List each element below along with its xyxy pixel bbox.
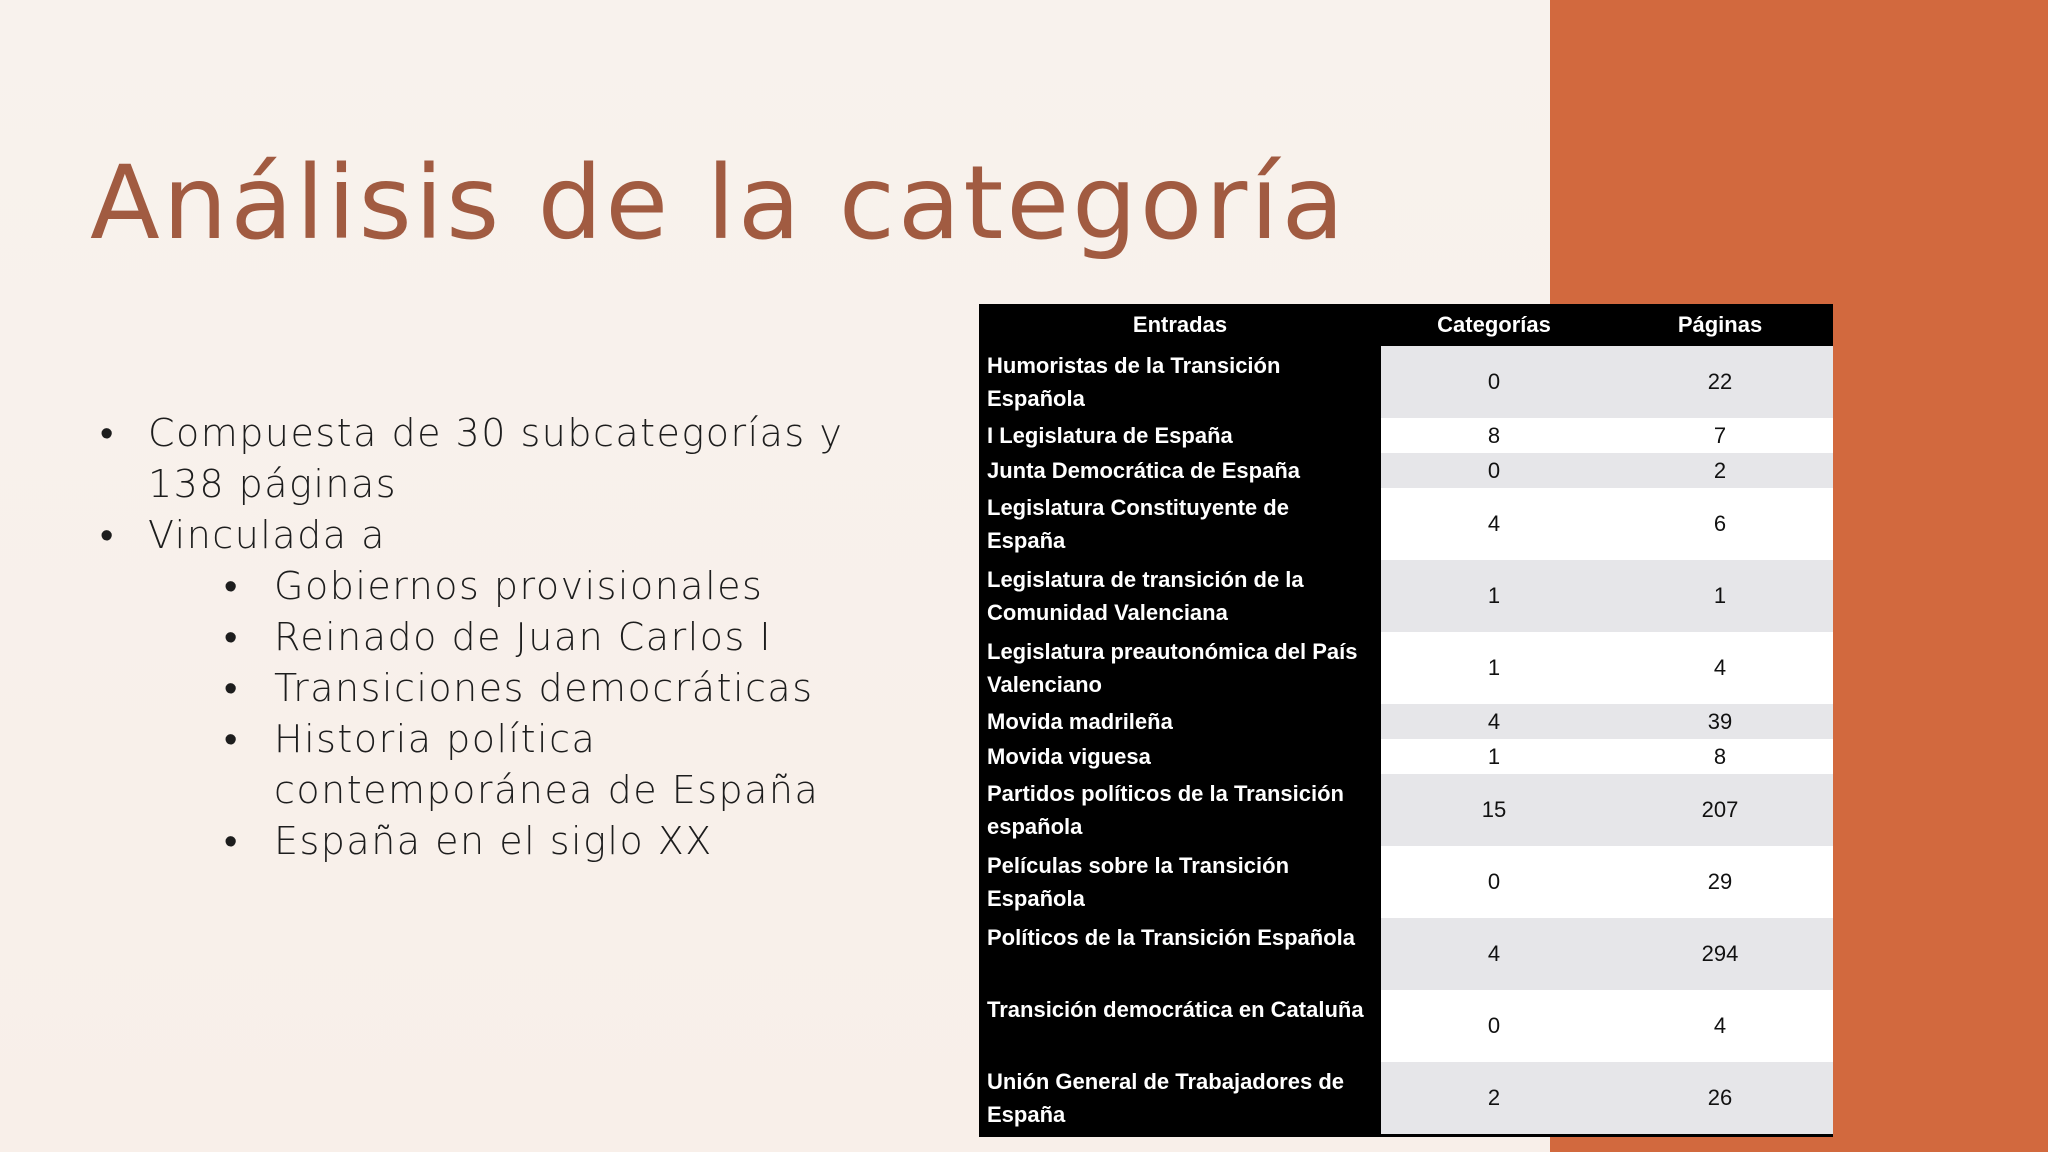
cell-entry: Legislatura Constituyente de España xyxy=(979,488,1381,560)
cell-paginas: 1 xyxy=(1607,560,1833,632)
cell-paginas: 4 xyxy=(1607,990,1833,1062)
cell-categorias: 1 xyxy=(1381,739,1607,774)
table-row xyxy=(979,1062,1833,1136)
cell-entry: Partidos políticos de la Transición española xyxy=(979,774,1381,846)
cell-categorias: 2 xyxy=(1381,1062,1607,1136)
table-row xyxy=(979,990,1833,1062)
cell-paginas: 26 xyxy=(1607,1062,1833,1136)
sub-bullet-item: • Historia política contemporánea de España xyxy=(224,714,920,816)
cell-entry: Humoristas de la Transición Española xyxy=(979,346,1381,418)
cell-paginas: 39 xyxy=(1607,704,1833,739)
table-row xyxy=(979,488,1833,560)
cell-categorias: 1 xyxy=(1381,560,1607,632)
cell-paginas: 29 xyxy=(1607,846,1833,918)
cell-paginas: 7 xyxy=(1607,418,1833,453)
cell-categorias: 0 xyxy=(1381,453,1607,488)
table-row xyxy=(979,774,1833,846)
cell-paginas: 8 xyxy=(1607,739,1833,774)
cell-categorias: 4 xyxy=(1381,918,1607,990)
bullet-list xyxy=(100,408,920,867)
bullet-item-label: Vinculada a xyxy=(148,513,386,557)
data-table-container xyxy=(979,304,1833,1137)
header-paginas: Páginas xyxy=(1607,304,1833,346)
bullet-item xyxy=(100,510,920,867)
header-entradas: Entradas xyxy=(979,304,1381,346)
table-row xyxy=(979,704,1833,739)
table-row xyxy=(979,560,1833,632)
cell-categorias: 4 xyxy=(1381,704,1607,739)
table-row xyxy=(979,418,1833,453)
cell-categorias: 1 xyxy=(1381,632,1607,704)
cell-entry: Unión General de Trabajadores de España xyxy=(979,1062,1381,1136)
cell-paginas: 294 xyxy=(1607,918,1833,990)
cell-entry: Transición democrática en Cataluña xyxy=(979,990,1381,1062)
cell-paginas: 2 xyxy=(1607,453,1833,488)
table-row xyxy=(979,346,1833,418)
cell-entry: Legislatura de transición de la Comunidad Valenciana xyxy=(979,560,1381,632)
header-categorias: Categorías xyxy=(1381,304,1607,346)
sub-bullet-item: • España en el siglo XX xyxy=(224,816,920,867)
sub-bullet-list xyxy=(148,561,920,867)
cell-entry: Políticos de la Transición Española xyxy=(979,918,1381,990)
sub-bullet-item: • Reinado de Juan Carlos I xyxy=(224,612,920,663)
cell-entry: Junta Democrática de España xyxy=(979,453,1381,488)
cell-categorias: 4 xyxy=(1381,488,1607,560)
cell-entry: Legislatura preautonómica del País Valenciano xyxy=(979,632,1381,704)
cell-entry: Películas sobre la Transición Española xyxy=(979,846,1381,918)
cell-paginas: 4 xyxy=(1607,632,1833,704)
slide-title: Análisis de la categoría xyxy=(90,144,1348,263)
table-header-row xyxy=(979,304,1833,346)
cell-categorias: 0 xyxy=(1381,846,1607,918)
bullet-item: • Compuesta de 30 subcategorías y 138 páginas xyxy=(100,408,920,510)
cell-categorias: 8 xyxy=(1381,418,1607,453)
data-table xyxy=(979,304,1833,1137)
table-row xyxy=(979,846,1833,918)
cell-entry: I Legislatura de España xyxy=(979,418,1381,453)
table-row xyxy=(979,632,1833,704)
cell-paginas: 6 xyxy=(1607,488,1833,560)
cell-categorias: 0 xyxy=(1381,346,1607,418)
sub-bullet-item: • Transiciones democráticas xyxy=(224,663,920,714)
cell-entry: Movida madrileña xyxy=(979,704,1381,739)
cell-entry: Movida viguesa xyxy=(979,739,1381,774)
table-row xyxy=(979,739,1833,774)
table-row xyxy=(979,918,1833,990)
table-row xyxy=(979,453,1833,488)
sub-bullet-item: • Gobiernos provisionales xyxy=(224,561,920,612)
cell-categorias: 0 xyxy=(1381,990,1607,1062)
cell-paginas: 22 xyxy=(1607,346,1833,418)
cell-paginas: 207 xyxy=(1607,774,1833,846)
cell-categorias: 15 xyxy=(1381,774,1607,846)
